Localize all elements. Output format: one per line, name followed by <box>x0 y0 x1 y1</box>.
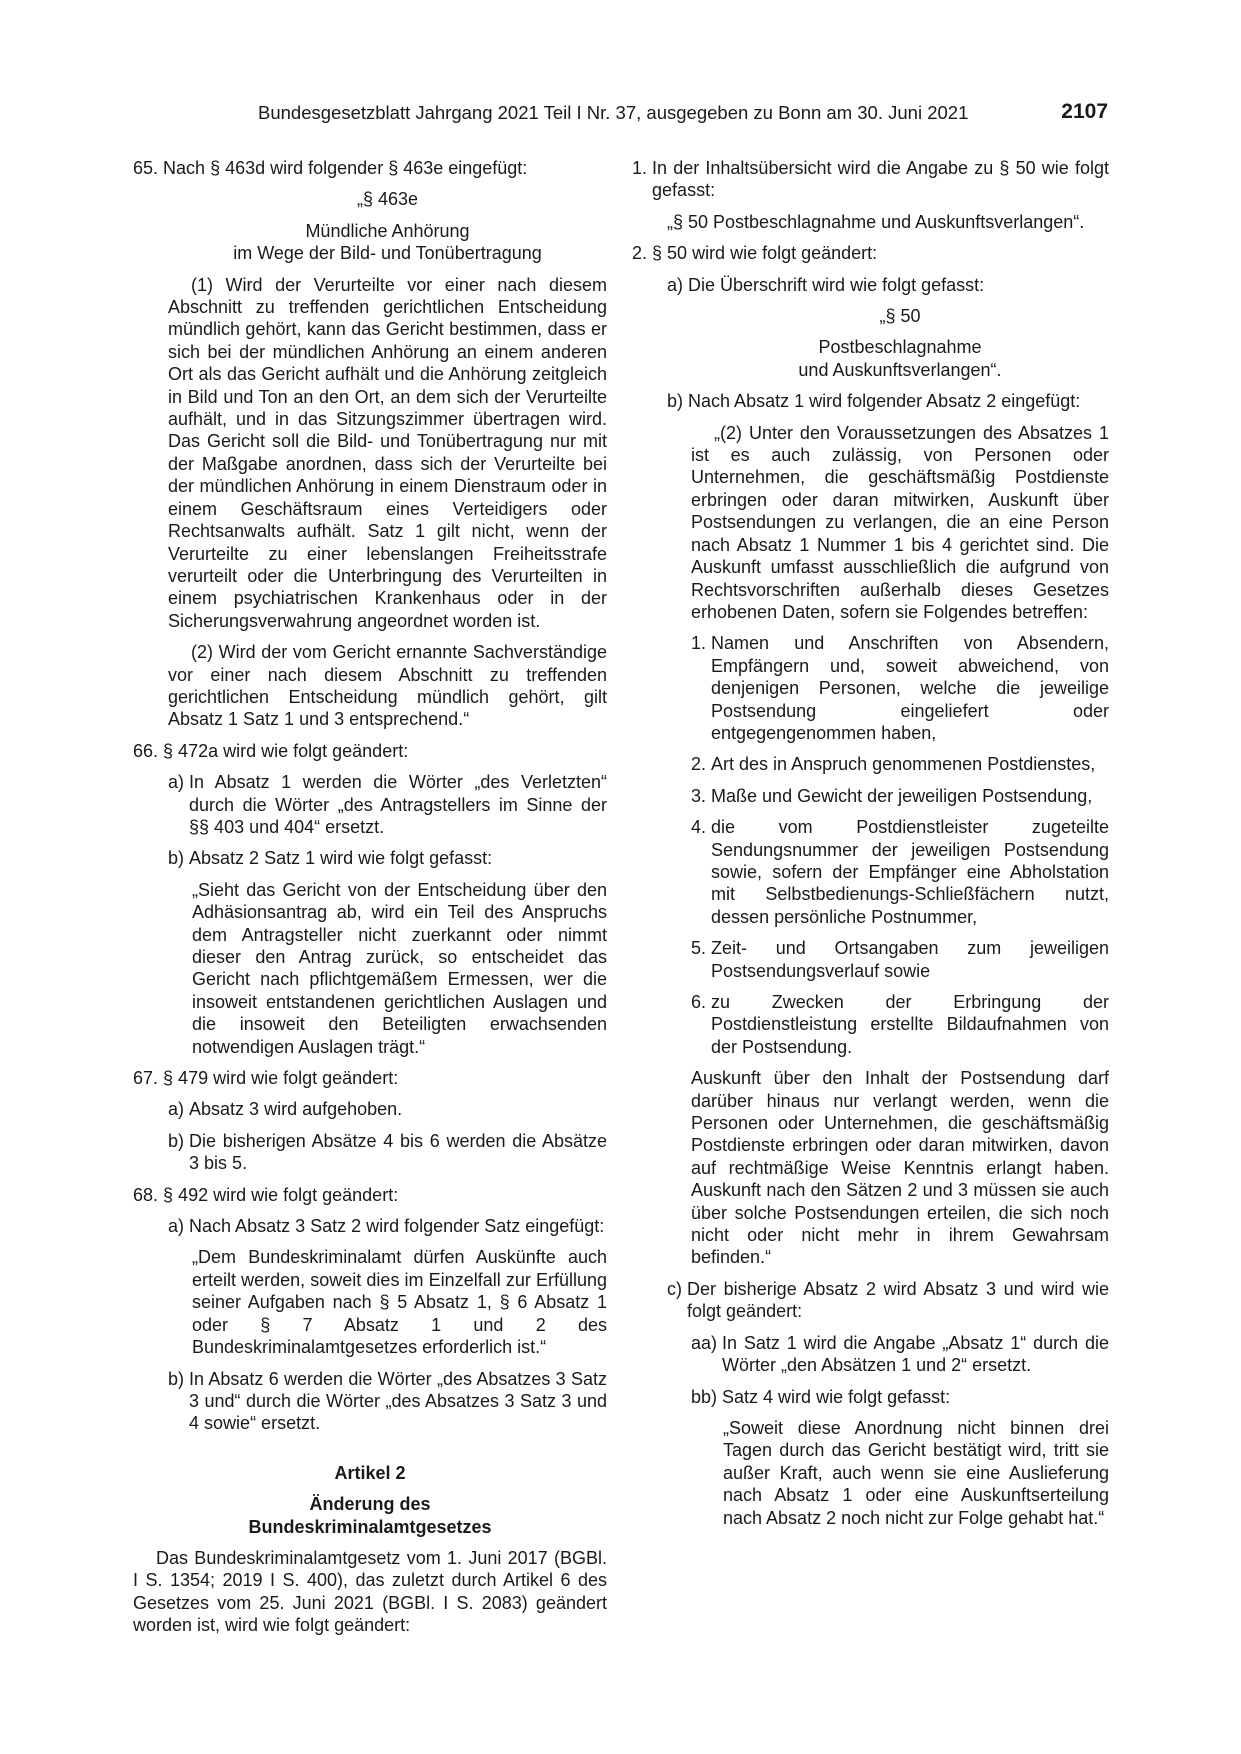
sub-text: Nach Absatz 1 wird folgender Absatz 2 eingefügt: <box>688 391 1081 412</box>
item-text: In der Inhaltsübersicht wird die Angabe zu § 50 wie folgt gefasst: <box>652 158 1109 201</box>
quoted-text: „§ 50 Postbeschlagnahme und Auskunftsverlangen“. <box>667 211 1085 232</box>
quoted-text: „Sieht das Gericht von der Entscheidung über den Adhäsionsantrag ab, wird ein Teil des Anspruchs dem Antragsteller nicht zuerkannt oder nimmt dieser den Antrag zurück, so entscheidet das Gericht nach pflichtgemäßem Ermessen, wer die insoweit entstandenen gerichtlichen Auslagen und die insoweit den Beteiligten erwachsenden notwendigen Auslagen trägt.“ <box>192 879 607 1057</box>
sub-text: Der bisherige Absatz 2 wird Absatz 3 und wird wie folgt geändert: <box>687 1278 1109 1322</box>
list-number: 5. <box>691 938 707 959</box>
list-item <box>691 991 1109 1058</box>
left-column <box>133 157 607 1646</box>
page-header <box>258 100 1108 126</box>
item-number: 1. <box>632 158 648 178</box>
sub-item-a <box>667 274 1109 296</box>
item-text: Nach § 463d wird folgender § 463e eingefügt: <box>163 158 528 178</box>
list-number: 2. <box>691 754 707 775</box>
list-item <box>691 816 1109 928</box>
section-title-line-1: Postbeschlagnahme <box>818 337 982 358</box>
sub-label: a) <box>168 1216 185 1237</box>
article-title-line-2: Bundeskriminalamtgesetzes <box>248 1516 492 1537</box>
sub-label: a) <box>667 274 684 295</box>
sub-item-b <box>168 847 607 869</box>
sub-label: bb) <box>691 1386 718 1407</box>
closing-paragraph: Auskunft über den Inhalt der Postsendung darf darüber hinaus nur verlangt werden, wenn die Personen oder Unternehmen, die geschäftsmäßig Postdienste erbringen oder daran mitwirken, davon auf rechtmäßige Weise Kenntnis erlangt haben. Auskunft nach den Sätzen 2 und 3 müssen sie auch über solche Postsendungen erteilen, die sich noch nicht oder nicht mehr in ihrem Gewahrsam befinden.“ <box>691 1068 1109 1268</box>
sub-label: b) <box>168 848 185 869</box>
sub-label: aa) <box>691 1332 718 1353</box>
sub-item-a <box>168 771 607 838</box>
item-number: 66. <box>133 740 159 761</box>
item-text: § 492 wird wie folgt geändert: <box>163 1184 399 1205</box>
sub-text: Absatz 2 Satz 1 wird wie folgt gefasst: <box>189 848 493 869</box>
item-text: § 479 wird wie folgt geändert: <box>163 1068 399 1089</box>
quoted-text: „Soweit diese Anordnung nicht binnen drei Tagen durch das Gericht bestätigt wird, tritt sie außer Kraft, auch wenn sie eine Auslieferung nach Absatz 1 oder eine Auskunftserteilung nach Absatz 2 noch nicht zur Folge gehabt hat.“ <box>723 1417 1109 1528</box>
amendment-68 <box>133 1184 607 1206</box>
list-text: Art des in Anspruch genommenen Postdienstes, <box>711 754 1096 775</box>
sub-item-a <box>168 1215 607 1237</box>
list-item <box>691 937 1109 982</box>
quoted-text: „Dem Bundeskriminalamt dürfen Auskünfte auch erteilt werden, soweit dies im Einzelfall zur Erfüllung seiner Aufgaben nach § 5 Absatz 1, § 6 Absatz 1 oder § 7 Absatz 1 und 2 des Bundeskriminalamtgesetzes erforderlich ist.“ <box>192 1247 607 1358</box>
article-title-line-1: Änderung des <box>309 1494 431 1515</box>
section-463e <box>168 188 607 730</box>
sub-text: Die bisherigen Absätze 4 bis 6 werden die Absätze 3 bis 5. <box>189 1130 607 1174</box>
list-text: Zeit- und Ortsangaben zum jeweiligen Postsendungsverlauf sowie <box>711 938 1109 981</box>
list-text: zu Zwecken der Erbringung der Postdienstleistung erstellte Bildaufnahmen von der Postsendung. <box>711 992 1109 1057</box>
paragraph-1: (1) Wird der Verurteilte vor einer nach diesem Abschnitt zu treffenden gerichtlichen Entscheidung mündlich gehört, kann das Gericht bestimmen, dass er sich bei der mündlichen Anhörung an einem anderen Ort als das Gericht aufhält und die Anhörung zeitgleich in Bild und Ton an den Ort, an dem sich der Verurteilte aufhält, und in das Sitzungszimmer übertragen wird. Das Gericht soll die Bild- und Tonübertragung nur mit der Maßgabe anordnen, dass sich der Verurteilte bei der mündlichen Anhörung in einem Dienstraum oder in einem Geschäftsraum eines Verteidigers oder Rechtsanwalts aufhält. Satz 1 gilt nicht, wenn der Verurteilte zu einer lebenslangen Freiheitsstrafe verurteilt oder die Unterbringung des Verurteilten in einem psychiatrischen Krankenhaus oder in der Sicherungsverwahrung angeordnet worden ist. <box>168 274 607 631</box>
section-title-line-1: Mündliche Anhörung <box>305 220 470 241</box>
list-number: 6. <box>691 992 707 1012</box>
header-title: Bundesgesetzblatt Jahrgang 2021 Teil I Nr. 37, ausgegeben zu Bonn am 30. Juni 2021 <box>258 102 969 123</box>
sub-item-c <box>667 1278 1109 1323</box>
amendment-65 <box>133 157 607 179</box>
sub-item-a <box>168 1098 607 1120</box>
list-item <box>691 632 1109 744</box>
section-number: „§ 50 <box>879 306 921 327</box>
paragraph-2: (2) Wird der vom Gericht ernannte Sachverständige vor einer nach diesem Abschnitt zu treffenden gerichtlichen Entscheidung mündlich gehört, gilt Absatz 1 Satz 1 und 3 entsprechend.“ <box>168 642 607 730</box>
section-50-heading <box>691 305 1109 381</box>
sub-text: In Absatz 1 werden die Wörter „des Verletzten“ durch die Wörter „des Antragstellers im Sinne der §§ 403 und 404“ ersetzt. <box>189 772 607 837</box>
amendment-66 <box>133 740 607 762</box>
amendment-1 <box>632 157 1109 202</box>
sub-label: c) <box>667 1278 682 1299</box>
sub-label: a) <box>168 772 185 793</box>
sub-text: In Absatz 6 werden die Wörter „des Absatzes 3 Satz 3 und“ durch die Wörter „des Absatzes 3 Satz 3 und 4 sowie“ ersetzt. <box>189 1368 607 1434</box>
list-item <box>691 753 1109 775</box>
sub-item-bb <box>691 1386 1109 1408</box>
item-number: 68. <box>133 1184 159 1205</box>
item-number: 67. <box>133 1068 159 1089</box>
sub-text: In Satz 1 wird die Angabe „Absatz 1“ durch die Wörter „den Absätzen 1 und 2“ ersetzt. <box>722 1332 1109 1376</box>
page-number: 2107 <box>1061 100 1108 123</box>
list-text: die vom Postdienstleister zugeteilte Sendungsnummer der jeweiligen Postsendung sowie, sofern der Empfänger eine Abholstation mit Selbstbedienungs-Schließfächern nutzt, dessen persönliche Postnummer, <box>711 817 1109 927</box>
sub-label: b) <box>667 391 684 412</box>
amendment-2 <box>632 242 1109 264</box>
section-number: „§ 463e <box>356 189 419 210</box>
list-text: Namen und Anschriften von Absendern, Empfängern und, soweit abweichend, von denjenigen Personen, welche die jeweilige Postsendung eingeliefert oder entgegengenommen haben, <box>711 633 1109 743</box>
sub-label: b) <box>168 1368 185 1389</box>
sub-text: Nach Absatz 3 Satz 2 wird folgender Satz eingefügt: <box>189 1216 605 1237</box>
sub-text: Absatz 3 wird aufgehoben. <box>189 1099 403 1120</box>
numbered-list <box>691 632 1109 1058</box>
article-label: Artikel 2 <box>334 1462 406 1483</box>
section-title-line-2: und Auskunftsverlangen“. <box>798 359 1002 380</box>
sub-text: Satz 4 wird wie folgt gefasst: <box>722 1386 951 1407</box>
sub-item-b <box>168 1368 607 1435</box>
list-item <box>691 785 1109 807</box>
item-number: 65. <box>133 158 159 178</box>
list-text: Maße und Gewicht der jeweiligen Postsendung, <box>711 785 1093 806</box>
article-intro: Das Bundeskriminalamtgesetz vom 1. Juni 2017 (BGBl. I S. 1354; 2019 I S. 400), das zuletzt durch Artikel 6 des Gesetzes vom 25. Juni 2021 (BGBl. I S. 2083) geändert worden ist, wird wie folgt geändert: <box>133 1547 607 1636</box>
item-number: 2. <box>632 243 648 264</box>
sub-label: b) <box>168 1130 185 1151</box>
list-number: 3. <box>691 785 707 806</box>
item-text: § 472a wird wie folgt geändert: <box>163 740 409 761</box>
amendment-67 <box>133 1067 607 1089</box>
sub-label: a) <box>168 1099 185 1120</box>
sub-item-b <box>168 1130 607 1175</box>
right-column <box>632 157 1109 1538</box>
item-text: § 50 wird wie folgt geändert: <box>652 243 878 264</box>
sub-text: Die Überschrift wird wie folgt gefasst: <box>688 274 985 295</box>
inserted-paragraph: „(2) Unter den Voraussetzungen des Absatzes 1 ist es auch zulässig, von Personen oder Unternehmen, die geschäftsmäßig Postdienste erbringen oder daran mitwirken, Auskunft über Postsendungen zu verlangen, die an eine Person nach Absatz 1 Nummer 1 bis 4 gerichtet sind. Die Auskunft umfasst ausschließlich die aufgrund von Rechtsvorschriften außerhalb dieses Gesetzes erhobenen Daten, sofern sie Folgendes betreffen: <box>691 422 1109 622</box>
section-title-line-2: im Wege der Bild- und Tonübertragung <box>233 243 542 264</box>
list-number: 4. <box>691 817 707 838</box>
sub-item-b <box>667 390 1109 412</box>
list-number: 1. <box>691 633 707 654</box>
sub-item-aa <box>691 1332 1109 1377</box>
